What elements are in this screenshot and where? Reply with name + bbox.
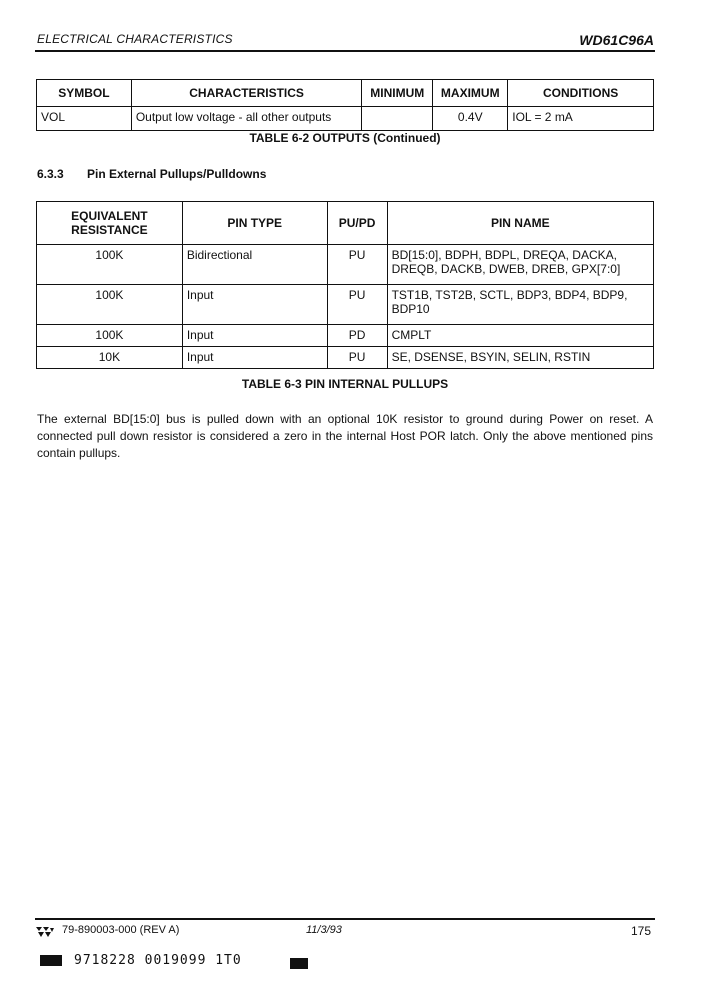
table-cell: Bidirectional (182, 245, 327, 285)
table-row (37, 107, 654, 131)
table-cell: TST1B, TST2B, SCTL, BDP3, BDP4, BDP9, BDP10 (387, 285, 653, 325)
table-cell: PU (327, 347, 387, 369)
section-title: Pin External Pullups/Pulldowns (87, 167, 267, 181)
column-header: MAXIMUM (433, 80, 508, 107)
table-cell: Input (182, 347, 327, 369)
table-cell: IOL = 2 mA (508, 107, 654, 131)
table-cell: Input (182, 285, 327, 325)
table-cell: VOL (37, 107, 132, 131)
revision-date: 11/3/93 (306, 924, 342, 936)
table-cell: 10K (37, 347, 183, 369)
black-block-mark (290, 958, 308, 969)
header-part-number: WD61C96A (579, 32, 654, 48)
column-header: CHARACTERISTICS (131, 80, 362, 107)
table-caption: TABLE 6-2 OUTPUTS (Continued) (249, 131, 441, 145)
document-number: 79-890003-000 (REV A) (62, 924, 180, 936)
table-header-row (37, 80, 654, 107)
table-cell: 100K (37, 245, 183, 285)
column-header: SYMBOL (37, 80, 132, 107)
body-paragraph: The external BD[15:0] bus is pulled down with an optional 10K resistor to ground during Power on reset. A connected pull down resistor is considered a zero in the internal Host POR latch. Only the above mentioned pins contain pullups. (37, 412, 653, 460)
pullups-table (36, 201, 654, 369)
table-cell: PD (327, 325, 387, 347)
section-number: 6.3.3 (37, 167, 64, 181)
header-rule (35, 50, 655, 52)
table-row (37, 285, 654, 325)
table-cell: PU (327, 285, 387, 325)
table-caption: TABLE 6-3 PIN INTERNAL PULLUPS (241, 377, 449, 391)
table-cell: Output low voltage - all other outputs (131, 107, 362, 131)
table-header-row (37, 202, 654, 245)
table-cell: Input (182, 325, 327, 347)
table-cell: PU (327, 245, 387, 285)
header-section-title: ELECTRICAL CHARACTERISTICS (37, 32, 233, 46)
company-logo-icon (35, 925, 55, 939)
column-header: PU/PD (327, 202, 387, 245)
page-number: 175 (630, 924, 651, 938)
table-cell: 100K (37, 285, 183, 325)
table-cell: 0.4V (433, 107, 508, 131)
scan-code: 9718228 0019099 1T0 (74, 953, 242, 968)
column-header: PIN TYPE (182, 202, 327, 245)
table-cell (362, 107, 433, 131)
table-row (37, 245, 654, 285)
table-cell: CMPLT (387, 325, 653, 347)
stamp-logo-icon (40, 955, 62, 966)
column-header: MINIMUM (362, 80, 433, 107)
section-heading (37, 167, 266, 181)
outputs-table (36, 79, 654, 131)
table-cell: SE, DSENSE, BSYIN, SELIN, RSTIN (387, 347, 653, 369)
table-row (37, 325, 654, 347)
table-cell: 100K (37, 325, 183, 347)
column-header: CONDITIONS (508, 80, 654, 107)
footer-rule (35, 918, 655, 920)
column-header: EQUIVALENT RESISTANCE (37, 202, 183, 245)
column-header: PIN NAME (387, 202, 653, 245)
table-row (37, 347, 654, 369)
table-cell: BD[15:0], BDPH, BDPL, DREQA, DACKA, DREQB, DACKB, DWEB, DREB, GPX[7:0] (387, 245, 653, 285)
